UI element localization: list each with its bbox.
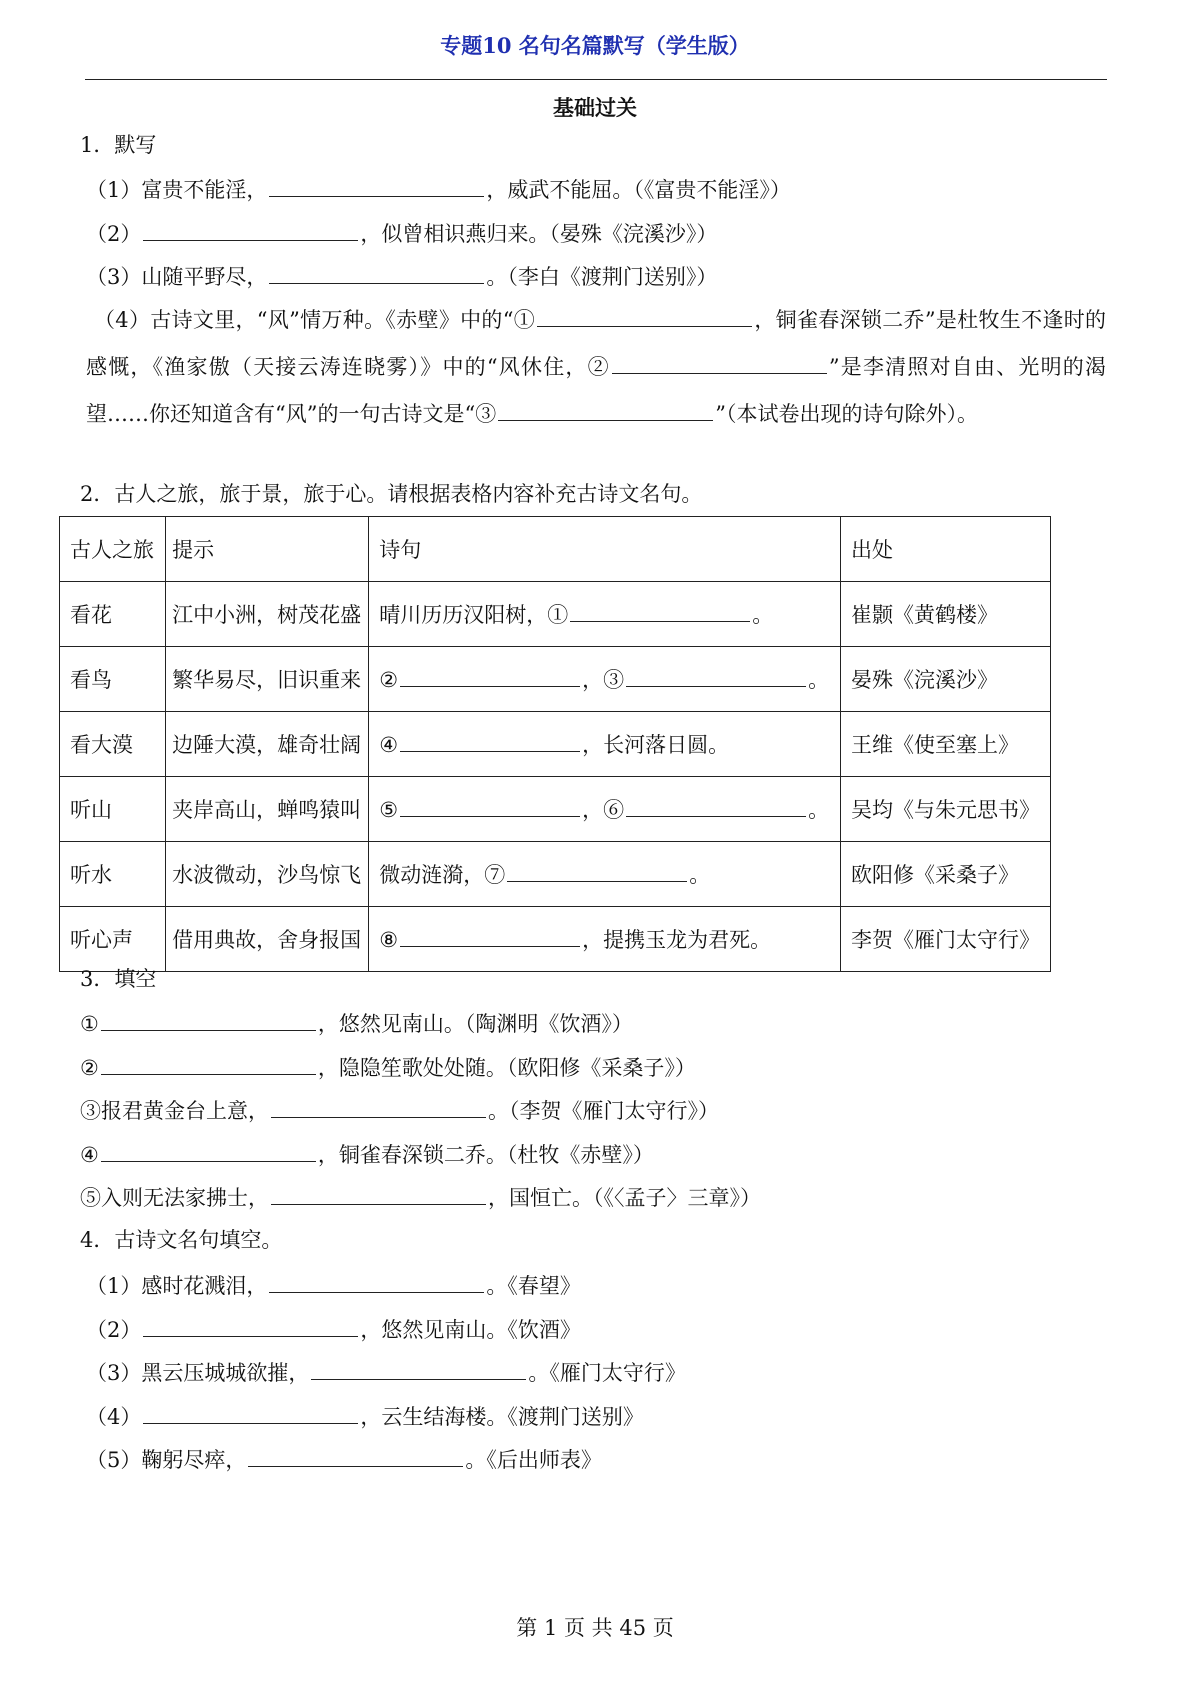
hint-cell: 江中小洲，树茂花盛 (166, 582, 369, 647)
section-heading: 基础过关 (553, 95, 637, 120)
answer-blank[interactable] (101, 1139, 316, 1162)
text-segment: ，铜雀春深锁二乔”是杜牧生不逢时的感慨，《渔家傲（天接云涛连晓雾）》中的“风休住，② (86, 308, 1106, 379)
text-segment: 。《后出师表》 (465, 1448, 602, 1473)
trip-cell: 听山 (60, 777, 166, 842)
text-segment: （3）山随平野尽， (86, 265, 268, 290)
column-header: 古人之旅 (60, 517, 166, 582)
answer-blank[interactable] (507, 859, 687, 882)
column-header: 出处 (841, 517, 1051, 582)
text-segment: ”（本试卷出现的诗句除外）。 (715, 402, 978, 426)
hint-cell: 借用典故，舍身报国 (166, 907, 369, 972)
answer-blank[interactable] (626, 664, 806, 687)
answer-blank[interactable] (269, 261, 484, 284)
text-segment: ② (379, 668, 399, 692)
fill-line (80, 1139, 654, 1169)
question-heading: 3．填空 (80, 967, 157, 991)
text-segment: 。 (808, 668, 830, 692)
text-segment: （2） (86, 221, 142, 246)
text-segment: ，长河落日圆。 (582, 733, 730, 757)
table-row (60, 907, 1051, 972)
text-segment: ，似曾相识燕归来。（晏殊《浣溪沙》） (360, 221, 718, 246)
verse-cell (369, 582, 841, 647)
trip-cell: 听心声 (60, 907, 166, 972)
answer-blank[interactable] (271, 1095, 486, 1118)
answer-blank[interactable] (626, 794, 806, 817)
verse-cell (369, 712, 841, 777)
column-header: 诗句 (369, 517, 841, 582)
answer-blank[interactable] (269, 1270, 484, 1293)
trip-cell: 看花 (60, 582, 166, 647)
text-segment: （1）感时花溅泪， (86, 1274, 268, 1298)
text-segment: 。（李贺《雁门太守行》） (488, 1099, 719, 1124)
answer-blank[interactable] (570, 599, 750, 622)
answer-blank[interactable] (400, 794, 580, 817)
verse-cell (369, 907, 841, 972)
question-line (86, 174, 791, 204)
text-segment: ，铜雀春深锁二乔。（杜牧《赤壁》） (317, 1142, 654, 1167)
source-cell: 李贺《雁门太守行》 (841, 907, 1051, 972)
text-segment: （2） (86, 1317, 142, 1342)
question-line (86, 1357, 686, 1387)
question-heading: 1．默写 (80, 133, 157, 157)
text-segment: ，③ (582, 668, 625, 692)
verse-cell (369, 647, 841, 712)
text-segment: ① (80, 1012, 99, 1036)
answer-blank[interactable] (143, 1401, 358, 1424)
hint-cell: 边陲大漠，雄奇壮阔 (166, 712, 369, 777)
poem-table (59, 516, 1051, 972)
verse-cell (369, 777, 841, 842)
table-row (60, 582, 1051, 647)
table-row (60, 842, 1051, 907)
answer-blank[interactable] (101, 1052, 316, 1075)
source-cell: 王维《使至塞上》 (841, 712, 1051, 777)
answer-blank[interactable] (311, 1357, 526, 1380)
text-segment: 。 (752, 603, 774, 627)
document-title: 专题10 名句名篇默写（学生版） (440, 33, 750, 58)
text-segment: ，悠然见南山。《饮酒》 (360, 1317, 581, 1342)
hint-cell: 繁华易尽，旧识重来 (166, 647, 369, 712)
question-heading: 4．古诗文名句填空。 (80, 1228, 283, 1252)
text-segment: ⑤入则无法家拂士， (80, 1186, 269, 1211)
text-segment: ③报君黄金台上意， (80, 1099, 269, 1124)
source-cell: 崔颢《黄鹤楼》 (841, 582, 1051, 647)
verse-cell (369, 842, 841, 907)
hint-cell: 水波微动，沙鸟惊飞 (166, 842, 369, 907)
table-row (60, 777, 1051, 842)
column-header: 提示 (166, 517, 369, 582)
fill-line (80, 1182, 761, 1212)
text-segment: 。《雁门太守行》 (528, 1361, 686, 1386)
answer-blank[interactable] (612, 351, 827, 374)
answer-blank[interactable] (269, 174, 484, 197)
answer-blank[interactable] (400, 729, 580, 752)
text-segment: ④ (379, 733, 399, 757)
text-segment: ，云生结海楼。《渡荆门送别》 (360, 1404, 644, 1429)
answer-blank[interactable] (248, 1444, 463, 1467)
answer-blank[interactable] (271, 1182, 486, 1205)
source-cell: 晏殊《浣溪沙》 (841, 647, 1051, 712)
trip-cell: 看大漠 (60, 712, 166, 777)
table-row (60, 647, 1051, 712)
text-segment: ，⑥ (582, 798, 625, 822)
question-paragraph (86, 297, 1106, 438)
text-segment: ，悠然见南山。（陶渊明《饮酒》） (317, 1012, 633, 1036)
question-line (86, 218, 717, 248)
question-line (86, 261, 717, 291)
text-segment: 。（李白《渡荆门送别》） (486, 265, 718, 290)
question-heading: 2．古人之旅，旅于景，旅于心。请根据表格内容补充古诗文名句。 (80, 482, 703, 506)
text-segment: ④ (80, 1142, 99, 1167)
text-segment: ，国恒亡。（《〈孟子〉三章》） (488, 1186, 761, 1211)
text-segment: ② (80, 1055, 99, 1080)
fill-line (80, 1095, 719, 1125)
text-segment: （3）黑云压城城欲摧， (86, 1361, 310, 1386)
header-divider (85, 79, 1107, 80)
text-segment: 晴川历历汉阳树，① (379, 603, 569, 627)
hint-cell: 夹岸高山，蝉鸣猿叫 (166, 777, 369, 842)
question-line (86, 1314, 581, 1344)
question-line (86, 1270, 581, 1300)
text-segment: 。 (689, 863, 711, 887)
text-segment: 。《春望》 (486, 1274, 581, 1298)
question-line (86, 1444, 602, 1474)
text-segment: （4） (86, 1404, 142, 1429)
text-segment: ，提携玉龙为君死。 (582, 928, 772, 952)
text-segment: ”是李清照对自由、光明的渴望……你还知道含有“风”的一句古诗文是“③ (86, 355, 1106, 426)
question-line (86, 1401, 644, 1431)
text-segment: ⑧ (379, 928, 399, 952)
fill-line (80, 1008, 633, 1038)
text-segment: ，威武不能屈。（《富贵不能淫》） (486, 178, 791, 202)
text-segment: （5）鞠躬尽瘁， (86, 1448, 247, 1473)
table-row (60, 712, 1051, 777)
text-segment: 微动涟漪，⑦ (379, 863, 506, 887)
trip-cell: 听水 (60, 842, 166, 907)
fill-line (80, 1052, 696, 1082)
text-segment: ，隐隐笙歌处处随。（欧阳修《采桑子》） (317, 1055, 696, 1080)
source-cell: 吴均《与朱元思书》 (841, 777, 1051, 842)
answer-blank[interactable] (143, 1314, 358, 1337)
answer-blank[interactable] (143, 218, 358, 241)
source-cell: 欧阳修《采桑子》 (841, 842, 1051, 907)
text-segment: ⑤ (379, 798, 399, 822)
text-segment: （1）富贵不能淫， (86, 178, 268, 202)
table-header-row (60, 517, 1051, 582)
page-footer: 第 1 页 共 45 页 (516, 1616, 674, 1640)
answer-blank[interactable] (101, 1008, 316, 1031)
answer-blank[interactable] (498, 398, 713, 421)
text-segment: （4）古诗文里，“风”情万种。《赤壁》中的“① (94, 308, 536, 332)
text-segment: 。 (808, 798, 830, 822)
answer-blank[interactable] (400, 924, 580, 947)
answer-blank[interactable] (537, 304, 752, 327)
trip-cell: 看鸟 (60, 647, 166, 712)
answer-blank[interactable] (400, 664, 580, 687)
